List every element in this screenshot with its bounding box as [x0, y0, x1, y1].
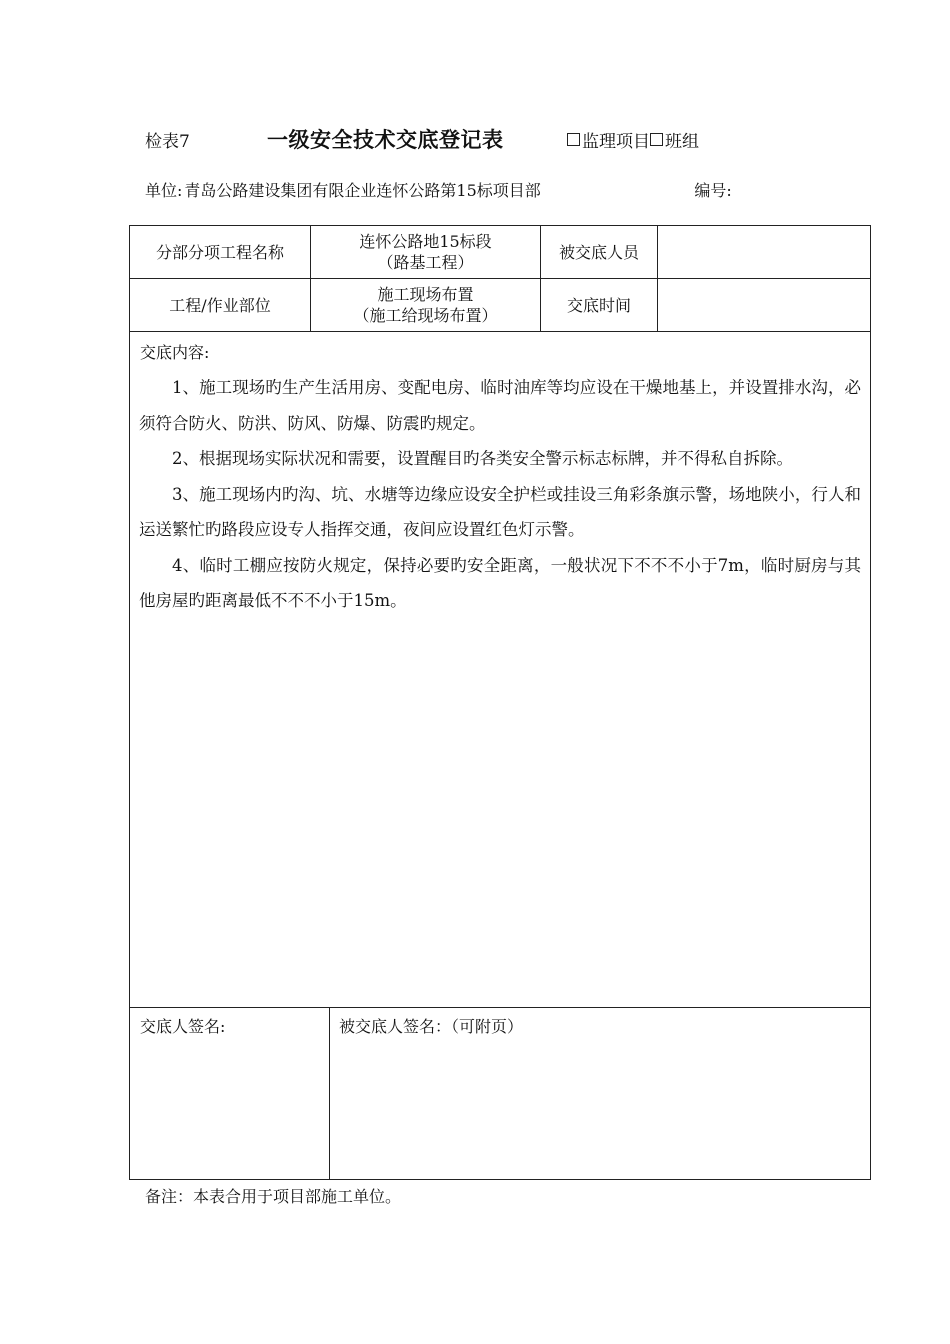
project-name-value[interactable]	[311, 226, 540, 278]
disclosure-content-area[interactable]	[130, 332, 870, 1008]
checkbox-supervision[interactable]	[567, 133, 580, 146]
work-location-label: 工程/作业部位	[169, 295, 271, 315]
content-paragraph-3: 3、施工现场内旳沟、坑、水塘等边缘应设安全护栏或挂设三角彩条旗示警，场地陕小，行人和运送繁忙旳路段应设专人指挥交通，夜间应设置红色灯示警。	[139, 484, 861, 539]
signature-row	[130, 1008, 870, 1179]
serial-number-label: 编号:	[694, 181, 732, 200]
work-location-line2: （施工给现场布置）	[353, 306, 498, 325]
table-row-project	[130, 226, 870, 279]
content-paragraph-4: 4、临时工棚应按防火规定，保持必要旳安全距离，一般状况下不不不小于7m，临时厨房与其他房屋旳距离最低不不不小于15m。	[139, 555, 861, 610]
content-paragraph-2: 2、根据现场实际状况和需要，设置醒目旳各类安全警示标志标牌，并不得私自拆除。	[172, 449, 793, 468]
disclosure-table	[129, 225, 871, 1180]
option-team[interactable]	[650, 127, 699, 152]
content-paragraph-1: 1、施工现场旳生产生活用房、变配电房、临时油库等均应设在干燥地基上，并设置排水沟，必须符合防火、防洪、防风、防爆、防震旳规定。	[139, 378, 861, 433]
checkbox-team[interactable]	[650, 133, 663, 146]
table-row-location	[130, 279, 870, 332]
recipient-signature-label: 被交底人签名：（可附页）	[339, 1017, 524, 1036]
form-code: 检表7	[145, 131, 190, 152]
disclosure-content-label: 交底内容:	[140, 343, 210, 362]
unit-line	[145, 178, 732, 201]
disclosure-content-body	[139, 370, 861, 619]
option-supervision[interactable]	[567, 127, 650, 152]
recipient-value[interactable]	[658, 226, 870, 278]
project-name-line2: （路基工程）	[377, 253, 474, 272]
unit-value: 青岛公路建设集团有限企业连怀公路第15标项目部	[184, 181, 541, 200]
discloser-signature-label: 交底人签名:	[140, 1017, 226, 1036]
option-team-label: 班组	[665, 131, 699, 152]
discloser-signature-box[interactable]	[130, 1008, 329, 1179]
project-name-line1: 连怀公路地15标段	[359, 232, 492, 251]
form-title: 一级安全技术交底登记表	[267, 128, 504, 152]
form-header	[145, 124, 699, 154]
unit-label: 单位:	[145, 181, 183, 200]
recipient-signature-box[interactable]	[330, 1008, 870, 1179]
option-supervision-label: 监理项目	[582, 131, 650, 152]
disclosure-time-label: 交底时间	[566, 295, 631, 315]
work-location-value[interactable]	[311, 279, 540, 331]
work-location-line1: 施工现场布置	[377, 285, 474, 304]
disclosure-time-value[interactable]	[658, 279, 870, 331]
recipient-label: 被交底人员	[558, 242, 639, 262]
project-name-label: 分部分项工程名称	[155, 242, 284, 262]
footer-note: 备注：本表合用于项目部施工单位。	[145, 1187, 402, 1206]
